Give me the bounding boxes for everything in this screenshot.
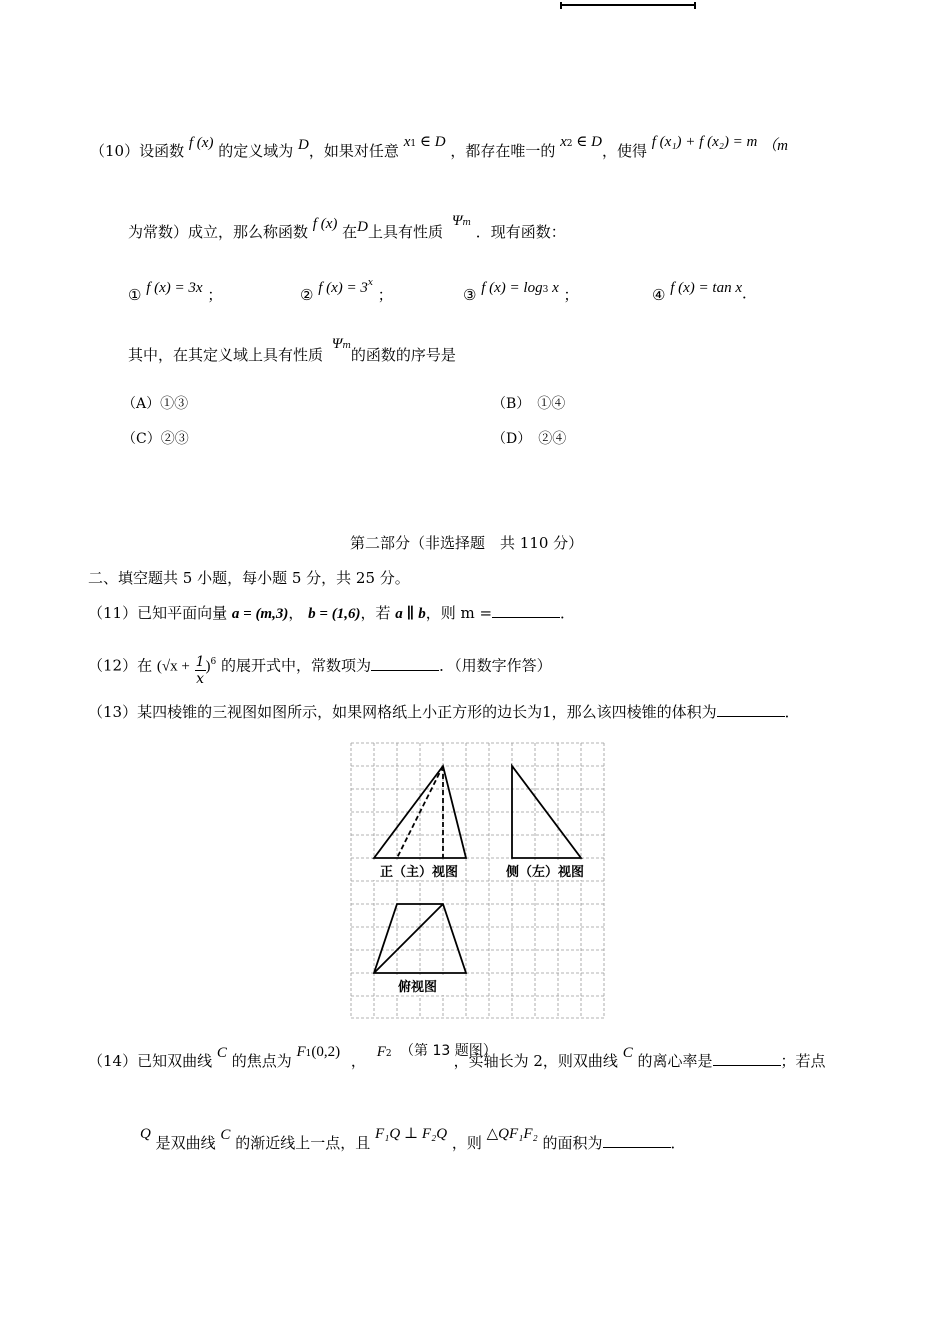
perpendicular-expr: F₁Q ⊥ F₂Q [375,1126,448,1142]
q10-text: ，使得 [601,142,647,160]
subscript: m [462,218,471,228]
option-expr: x [548,280,559,296]
answer-blank[interactable] [492,605,560,618]
period: ． [560,604,576,622]
option-expr: f (x) = tan x [670,280,742,296]
top-view-label: 俯视图 [398,980,438,995]
q10-text: 的函数的序号是 [350,346,456,364]
q10-line1 [90,134,789,161]
q11 [88,602,575,623]
vector-b: b = (1,6) [308,606,361,622]
in-D: ∈ D [572,134,602,150]
question-number: （13） [88,703,138,721]
denominator: x [196,671,205,687]
q12-text: 在 [137,656,153,675]
binomial-close: ) [205,658,211,675]
in-D: ∈ D [416,134,446,150]
comma: ， [288,604,304,622]
q14-line2 [138,1126,686,1153]
q10-option-3 [463,276,579,304]
grid-lines [351,743,604,1018]
q10-line4 [128,336,456,365]
question-number: （12） [88,656,138,675]
q10-option-1 [128,276,223,304]
choice-A: （A）①③ [122,396,189,412]
point-Q: Q [140,1126,151,1142]
q13-text: 某四棱锥的三视图如图所示，如果网格纸上小正方形的边长为1，那么该四棱锥的体积为 [137,703,717,721]
option-mark: ③ [463,286,477,304]
q10-x2-in-D [560,132,602,150]
subscript: 2 [566,139,573,149]
psi-symbol: Ψ [451,213,463,229]
period: ． [742,284,758,302]
q10-option-2 [300,276,393,304]
answer-blank[interactable] [603,1135,671,1148]
figure-caption: （第 13 题图） [400,1043,497,1059]
front-view-label: 正（主）视图 [380,865,459,880]
semicolon: ； [207,286,223,304]
vector-a-eq [232,606,288,622]
q10-fx: f (x) [188,135,214,151]
numerator: 1 [195,654,205,670]
header-bracket [562,0,694,6]
answer-blank[interactable] [371,658,439,671]
focus-F2 [377,1042,392,1060]
question-number: （11） [88,604,138,622]
psi-m [332,334,351,352]
period: ． [784,703,800,721]
q10-D: D [298,137,309,153]
q10-fx: f (x) [312,216,338,232]
vector-a: a = (m,3) [231,606,289,622]
q10-D: D [357,219,369,235]
q12 [88,650,552,687]
three-view-figure [350,742,608,1020]
comma: ， [350,1052,366,1070]
side-view-label: 侧（左）视图 [506,865,585,880]
q14-text: 的面积为 [542,1134,603,1152]
q10-equation: f (x₁) + f (x₂) = m [651,134,758,150]
q11-text: ，若 [360,604,391,622]
q11-text: 已知平面向量 [137,604,228,622]
q11-text: ，则 m = [425,604,493,622]
option-mark: ② [300,286,314,304]
q10-text: ，都存在唯一的 [450,142,556,160]
q10-text: 在 [342,223,358,241]
q12-text: ．（用数字作答） [439,656,552,675]
period: ． [670,1134,686,1152]
q14-text: ；若点 [780,1052,826,1070]
answer-blank[interactable] [717,704,785,717]
x-var: x [403,134,411,150]
q10-text: ，如果对任意 [308,142,399,160]
q14-text: ，实轴长为 2，则双曲线 [453,1052,618,1070]
choice-D: （D） ②④ [492,431,567,447]
q10-text: 其中，在其定义域上具有性质 [128,346,324,364]
q13 [88,701,800,722]
question-number: （10） [90,142,140,160]
x-var: x [560,134,567,150]
q14-text: 的离心率是 [637,1052,713,1070]
q10-paren-m: （m [762,138,789,154]
superscript: x [367,278,373,288]
q14-text: ，则 [451,1134,482,1152]
subscript: 1 [305,1049,312,1059]
answer-blank[interactable] [713,1053,781,1066]
psi-symbol: Ψ [331,336,343,352]
curve-C: C [622,1045,633,1061]
q14-text: 的渐近线上一点，且 [235,1134,371,1152]
F-symbol: F [296,1044,306,1060]
q10-text: 上具有性质 [368,223,444,241]
subscript: 3 [542,285,549,295]
q10-text: 的定义域为 [218,142,294,160]
semicolon: ； [563,286,579,304]
semicolon: ； [377,286,393,304]
triangle-expr: △QF₁F₂ [486,1126,538,1142]
option-expr: f (x) = 3 [318,280,368,296]
focus-F1 [296,1042,340,1060]
q10-text: 为常数）成立，那么称函数 [128,223,309,241]
vector-b-eq [308,606,360,622]
curve-C: C [220,1127,231,1143]
q14-text: 已知双曲线 [137,1052,213,1070]
psi-m [452,211,471,229]
subscript: 2 [385,1049,392,1059]
option-expr: f (x) = log [481,280,543,296]
option-mark: ④ [652,286,666,304]
F-symbol: F [376,1044,386,1060]
q14-text: 的焦点为 [231,1052,292,1070]
parallel-expr: a ∥ b [395,606,426,622]
q10-line2 [128,213,566,242]
question-number: （14） [88,1052,138,1070]
fraction-1-over-x [195,654,206,687]
q10-x1-in-D [404,132,446,150]
section-heading: 二、填空题共 5 小题，每小题 5 分，共 25 分。 [88,569,410,587]
q10-option-4 [652,276,758,304]
curve-C: C [216,1045,227,1061]
choice-B: （B） ①④ [492,396,566,412]
binomial-open: (√x + [156,658,190,675]
part2-title: 第二部分（非选择题 共 110 分） [350,534,584,552]
superscript: 6 [210,656,217,667]
q14-text: 是双曲线 [155,1134,216,1152]
subscript: 1 [410,139,417,149]
q10-text: 设函数 [139,142,185,160]
option-expr: f (x) = 3x [146,280,203,296]
option-mark: ① [128,286,142,304]
subscript: m [342,341,351,351]
coordinate: (0,2) [311,1044,341,1060]
choice-C: （C）②③ [122,431,189,447]
q10-text: ．现有函数： [475,223,566,241]
q12-text: 的展开式中，常数项为 [221,656,372,675]
